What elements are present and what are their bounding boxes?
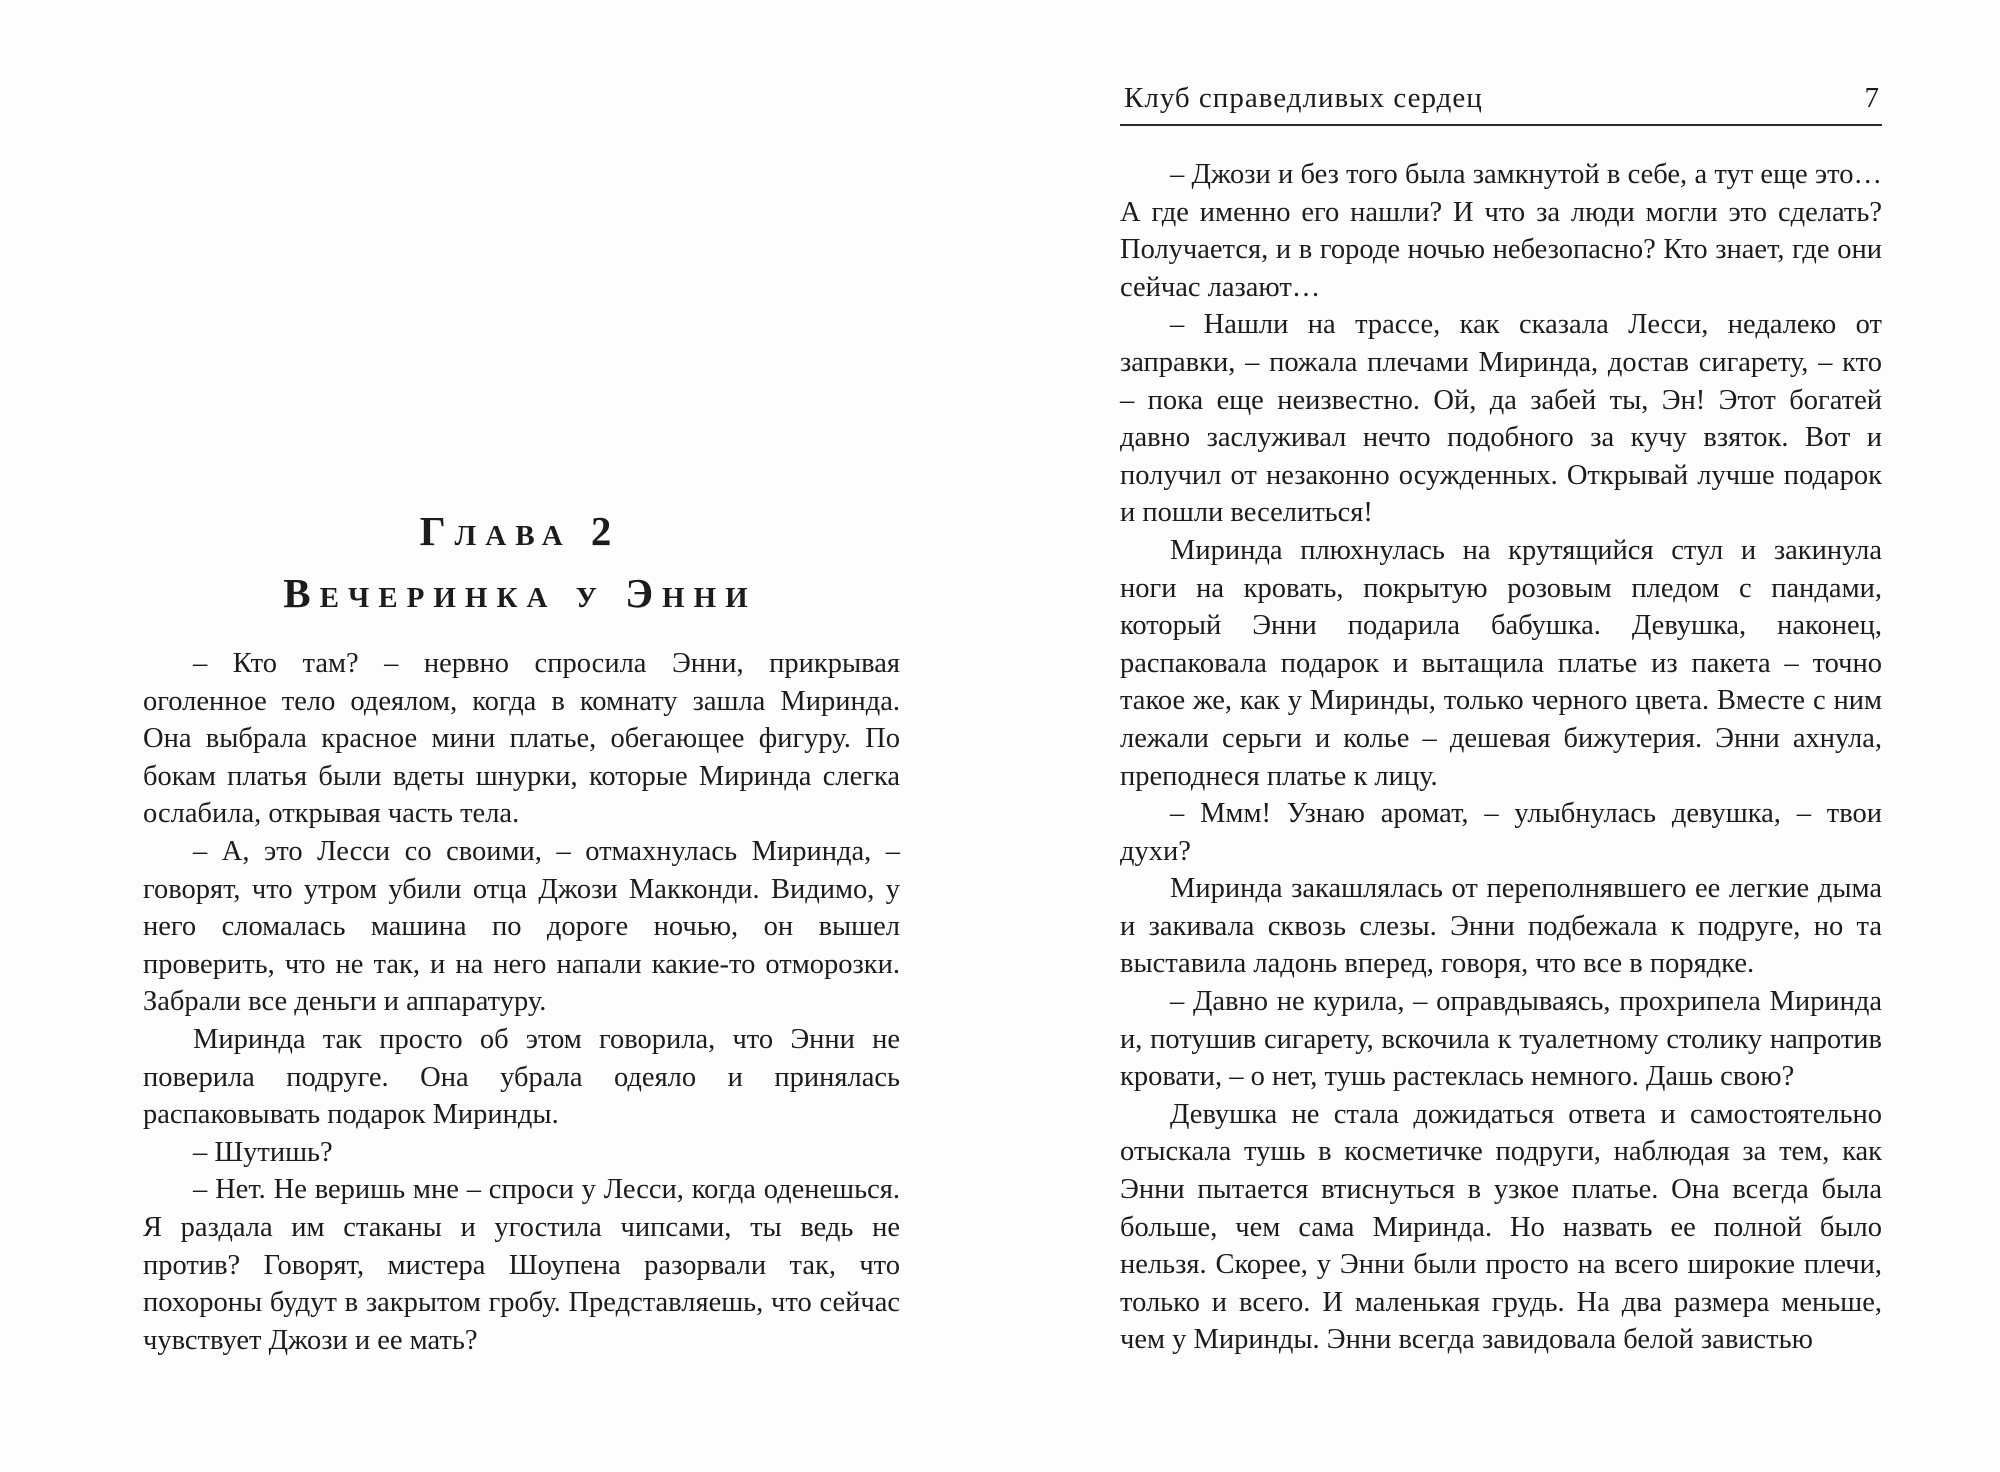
paragraph: – Давно не курила, – оправдываясь, прохрипела Миринда и, потушив сигарету, вскочила к туалетному столику напротив кровати, – о нет, тушь растеклась немного. Дашь свою? — [1120, 986, 1882, 1093]
right-page — [1000, 0, 2000, 1472]
running-header — [1120, 78, 1882, 126]
chapter-number: Глава 2 — [419, 508, 621, 554]
paragraph: – Ммм! Узнаю аромат, – улыбнулась девушка, – твои духи? — [1120, 798, 1882, 867]
running-title: Клуб справедливых сердец — [1124, 82, 1483, 114]
right-page-text — [1120, 156, 1882, 1359]
paragraph: – Шутишь? — [193, 1136, 333, 1168]
paragraph: – Джози и без того была замкнутой в себе, а тут еще это… А где именно его нашли? И что за люди могли это сделать? Получается, и в городе ночью небезопасно? Кто знает, где они сейчас лазают… — [1120, 159, 1882, 303]
paragraph: Миринда так просто об этом говорила, что Энни не поверила подруге. Она убрала одеяло и принялась распаковывать подарок Миринды. — [143, 1023, 900, 1131]
paragraph: Миринда закашлялась от переполнявшего ее легкие дыма и закивала сквозь слезы. Энни подбежала к подруге, но та выставила ладонь вперед, говоря, что все в порядке. — [1120, 873, 1882, 980]
paragraph: – А, это Лесси со своими, – отмахнулась Миринда, – говорят, что утром убили отца Джози Макконди. Видимо, у него сломалась машина по дороге ночью, он вышел проверить, что не так, и на него напали какие-то отморозки. Забрали все деньги и аппаратуру. — [143, 835, 900, 1018]
paragraph: Миринда плюхнулась на крутящийся стул и закинула ноги на кровать, покрытую розовым пледом с пандами, который Энни подарила бабушка. Девушка, наконец, распаковала подарок и вытащила платье из пакета – точно такое же, как у Миринды, только черного цвета. Вместе с ним лежали серьги и колье – дешевая бижутерия. Энни ахнула, преподнеся платье к лицу. — [1120, 534, 1882, 792]
left-page-text — [143, 645, 900, 1359]
page-number: 7 — [1864, 82, 1880, 114]
paragraph: – Нашли на трассе, как сказала Лесси, недалеко от заправки, – пожала плечами Миринда, достав сигарету, – кто – пока еще неизвестно. Ой, да забей ты, Эн! Этот богатей давно заслуживал нечто подобного за кучу взяток. Вот и получил от незаконно осужденных. Открывай лучше подарок и пошли веселиться! — [1120, 309, 1882, 529]
chapter-heading — [140, 500, 900, 624]
paragraph: Девушка не стала дожидаться ответа и самостоятельно отыскала тушь в косметичке подруги, наблюдая за тем, как Энни пытается втиснуться в узкое платье. Она всегда была больше, чем сама Миринда. Но назвать ее полной было нельзя. Скорее, у Энни были просто на всего широкие плечи, только и всего. И маленькая грудь. На два размера меньше, чем у Миринды. Энни всегда завидовала белой завистью — [1120, 1098, 1882, 1356]
chapter-title: Вечеринка у Энни — [283, 570, 757, 616]
paragraph: – Кто там? – нервно спросила Энни, прикрывая оголенное тело одеялом, когда в комнату зашла Миринда. Она выбрала красное мини платье, обегающее фигуру. По бокам платья были вдеты шнурки, которые Миринда слегка ослабила, открывая часть тела. — [143, 648, 900, 830]
paragraph: – Нет. Не веришь мне – спроси у Лесси, когда оденешься. Я раздала им стаканы и угостила чипсами, ты ведь не против? Говорят, мистера Шоупена разорвали так, что похороны будут в закрытом гробу. Представляешь, что сейчас чувствует Джози и ее мать? — [143, 1174, 900, 1356]
